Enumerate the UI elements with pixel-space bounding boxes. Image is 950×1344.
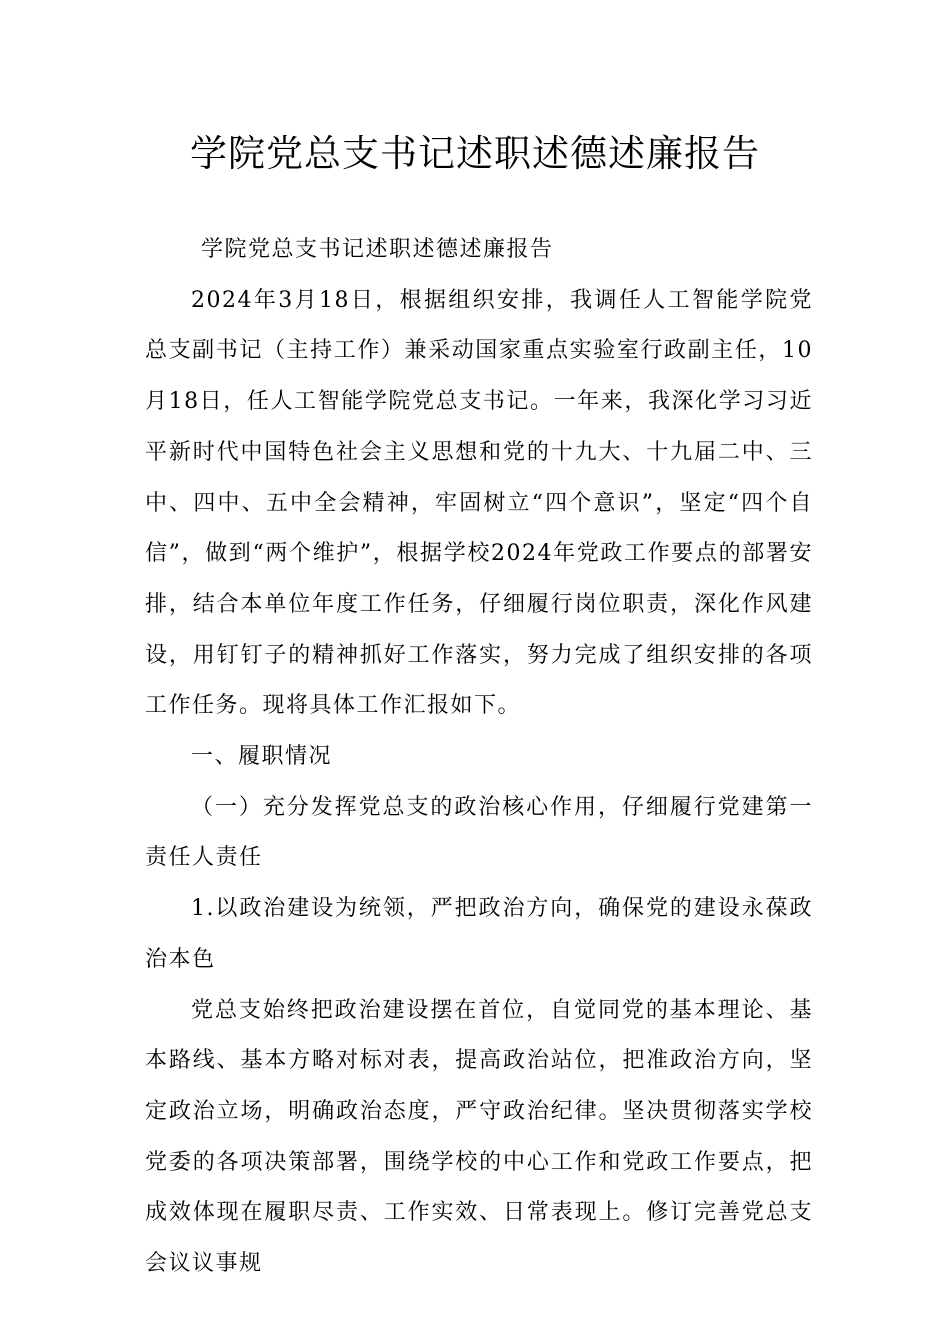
document-title: 学院党总支书记述职述德述廉报告 bbox=[190, 132, 760, 175]
item-heading: 1.以政治建设为统领，严把政治方向，确保党的建设永葆政治本色 bbox=[145, 896, 813, 972]
subsection-heading: （一）充分发挥党总支的政治核心作用，仔细履行党建第一责任人责任 bbox=[145, 794, 813, 871]
document-body bbox=[145, 225, 813, 1290]
document-subtitle: 学院党总支书记述职述德述廉报告 bbox=[201, 237, 554, 262]
body-paragraph: 党总支始终把政治建设摆在首位，自觉同党的基本理论、基本路线、基本方略对标对表，提高政治站位，把准政治方向，坚定政治立场，明确政治态度，严守政治纪律。坚决贯彻落实学校党委的各项决策部署，围绕学校的中心工作和党政工作要点，把成效体现在履职尽责、工作实效、日常表现上。修订完善党总支会议议事规 bbox=[145, 997, 813, 1277]
section-heading: 一、履职情况 bbox=[191, 744, 333, 770]
intro-paragraph: 2024年3月18日，根据组织安排，我调任人工智能学院党总支副书记（主持工作）兼采动国家重点实验室行政副主任，10月18日，任人工智能学院党总支书记。一年来，我深化学习习近平新时代中国特色社会主义思想和党的十九大、十九届二中、三中、四中、五中全会精神，牢固树立“四个意识”，坚定“四个自信”，做到“两个维护”，根据学校2024年党政工作要点的部署安排，结合本单位年度工作任务，仔细履行岗位职责，深化作风建设，用钉钉子的精神抓好工作落实，努力完成了组织安排的各项工作任务。现将具体工作汇报如下。 bbox=[145, 287, 813, 719]
